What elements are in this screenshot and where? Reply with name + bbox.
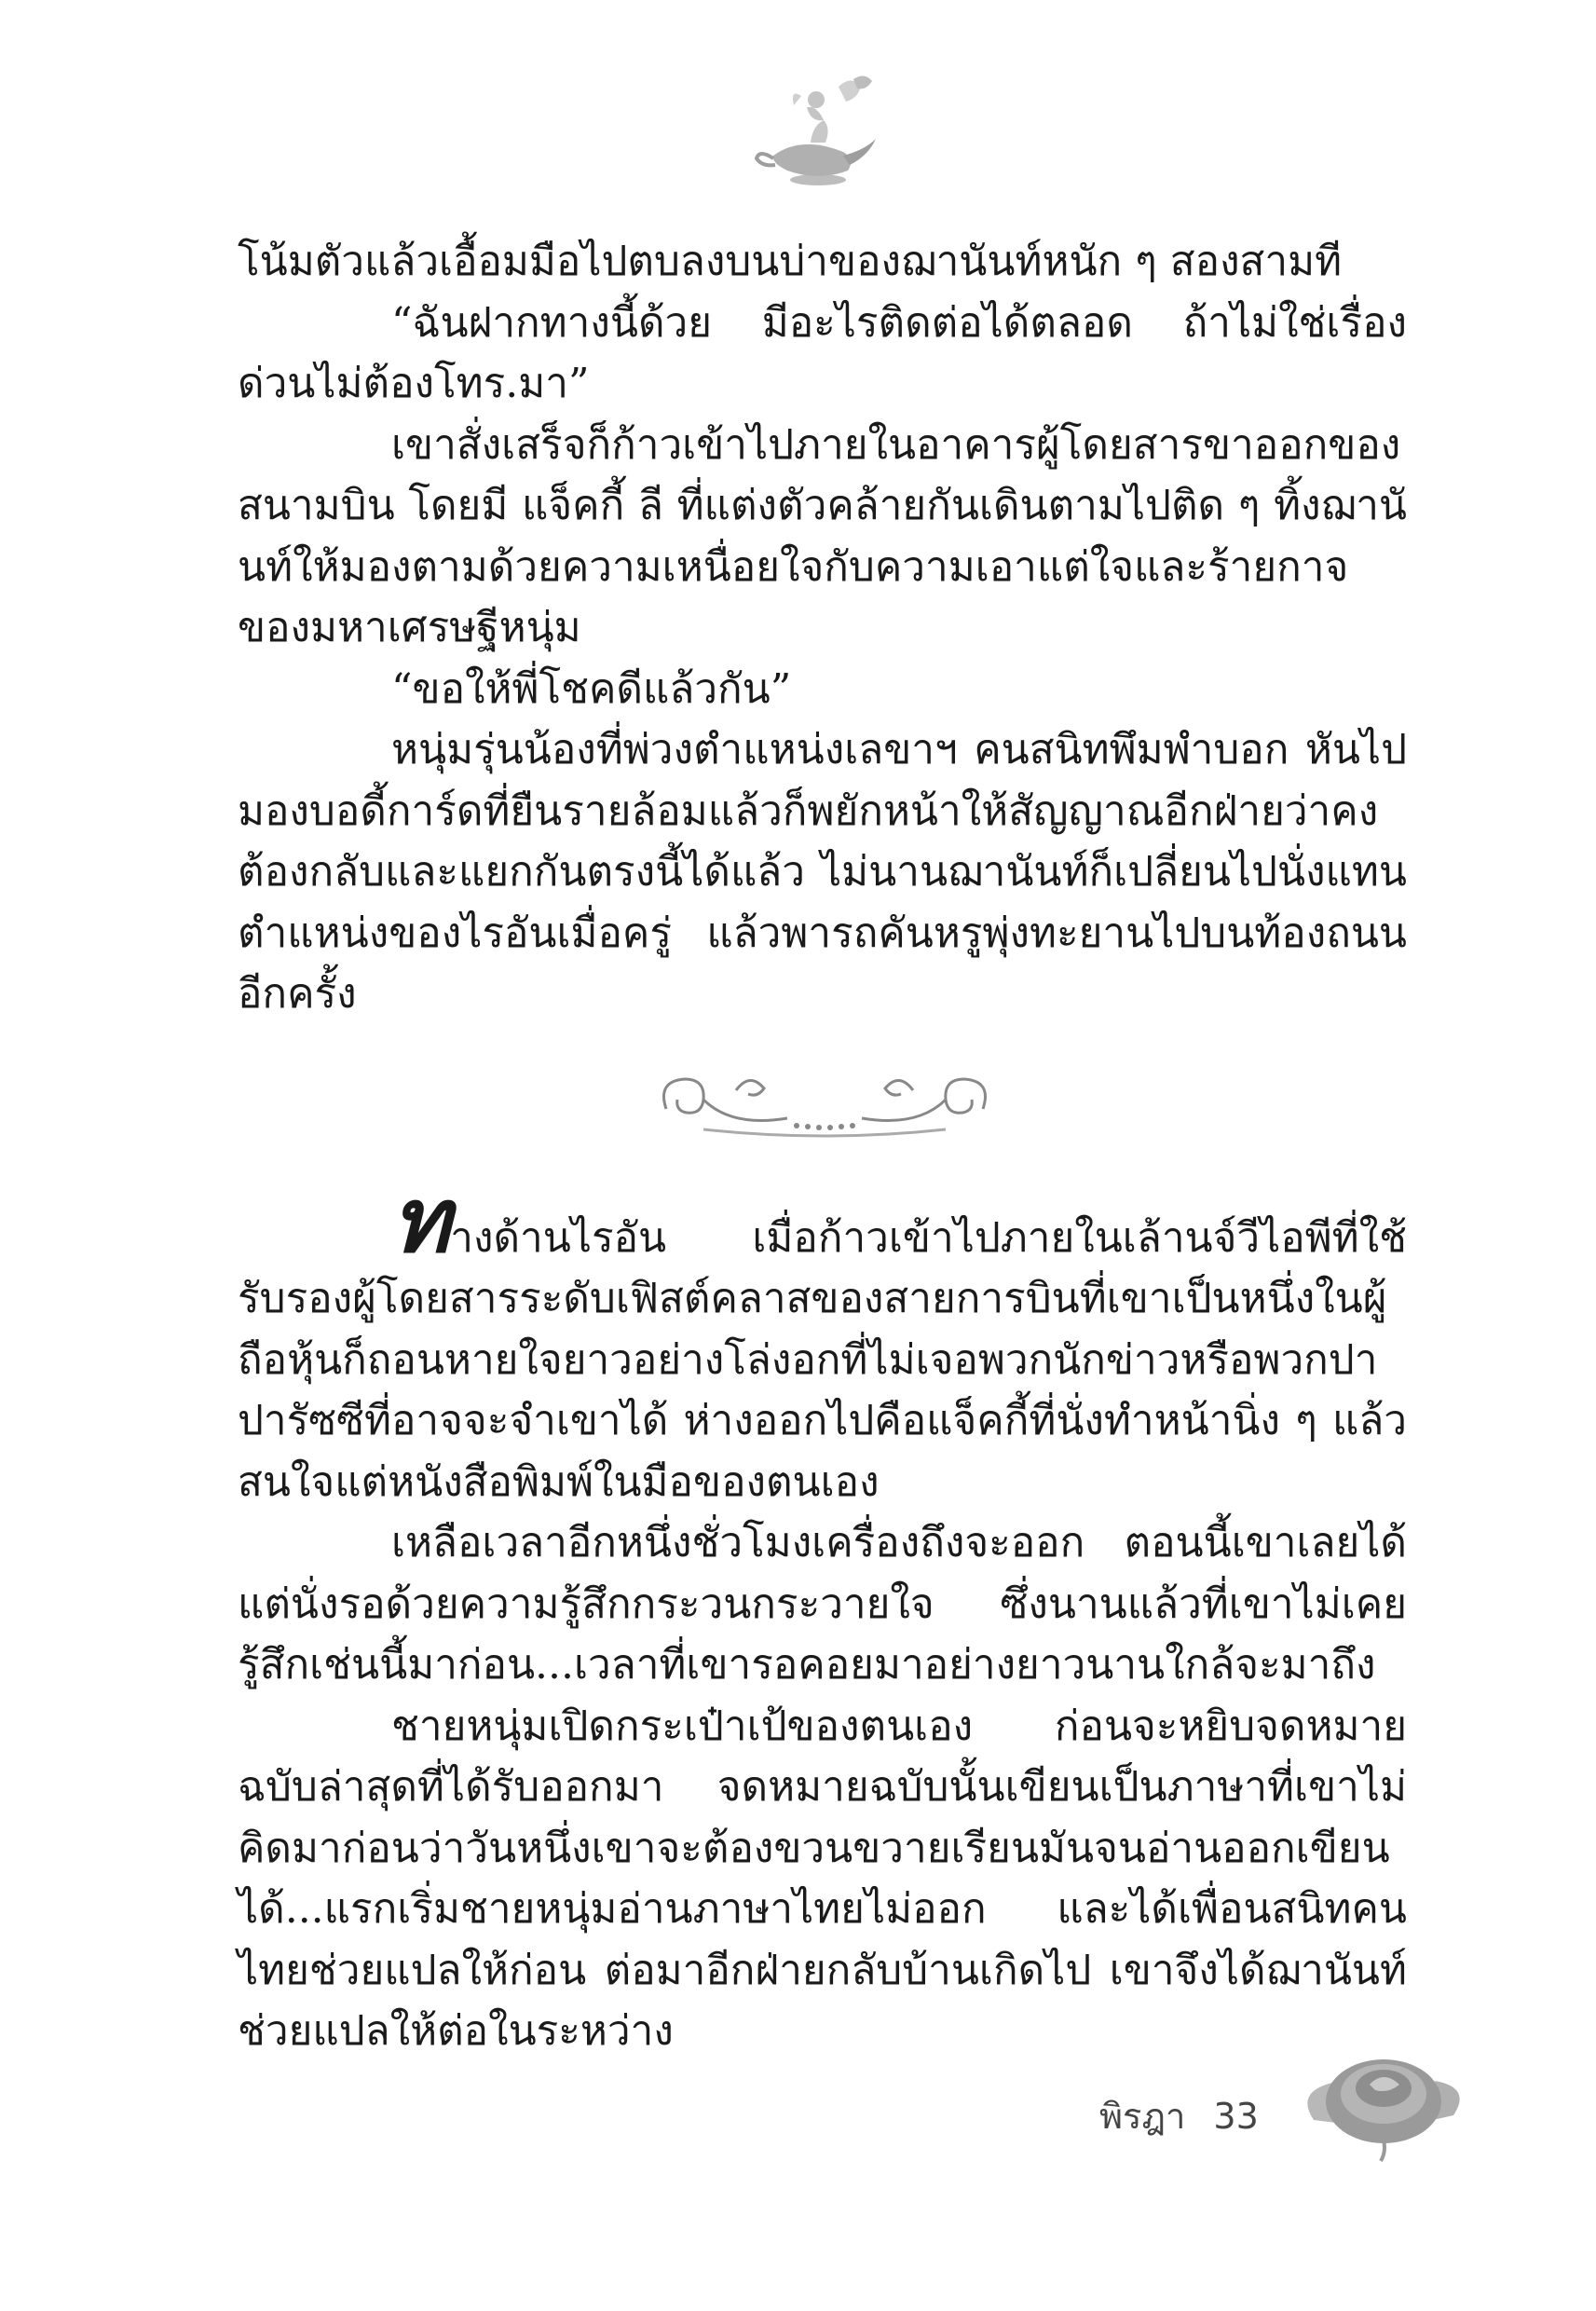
paragraph: โน้มตัวแล้วเอื้อมมือไปตบลงบนบ่าของฌานันท์หนัก ๆ สองสามที <box>238 238 1343 285</box>
section-divider <box>238 1025 1407 1208</box>
paragraph: “ฉันฝากทางนี้ด้วย มีอะไรติดต่อได้ตลอด ถ้าไม่ใช่เรื่องด่วนไม่ต้องโทร.มา” <box>238 298 1407 407</box>
paragraph: เขาสั่งเสร็จก็ก้าวเข้าไปภายในอาคารผู้โดยสารขาออกของสนามบิน โดยมี แจ็คกี้ ลี ที่แต่งตัวคล้ายกันเดินตามไปติด ๆ ทิ้งฌานันท์ให้มองตามด้วยความเหนื่อยใจกับความเอาแต่ใจและร้ายกาจของมหาเศรษฐีหนุ่ม <box>238 420 1407 651</box>
paragraph: เหลือเวลาอีกหนึ่งชั่วโมงเครื่องถึงจะออก ตอนนี้เขาเลยได้แต่นั่งรอด้วยความรู้สึกกระวนกระวายใจ ซึ่งนานแล้วที่เขาไม่เคยรู้สึกเช่นนี้มาก่อน...เวลาที่เขารอคอยมาอย่างยาวนานใกล้จะมาถึง <box>238 1519 1407 1689</box>
page-number: 33 <box>1213 2096 1259 2137</box>
book-title: พิรฎา <box>1099 2096 1186 2137</box>
paragraph: “ขอให้พี่โชคดีแล้วกัน” <box>391 664 792 713</box>
paragraph: ชายหนุ่มเปิดกระเป๋าเป้ของตนเอง ก่อนจะหยิบจดหมายฉบับล่าสุดที่ได้รับออกมา จดหมายฉบับนั้นเขียนเป็นภาษาที่เขาไม่คิดมาก่อนว่าวันหนึ่งเขาจะต้องขวนขวายเรียนมันจนอ่านออกเขียนได้...แรกเริ่มชายหนุ่มอ่านภาษาไทยไม่ออก และได้เพื่อนสนิทคนไทยช่วยแปลให้ก่อน ต่อมาอีกฝ่ายกลับบ้านเกิดไป เขาจึงได้ฌานันท์ช่วยแปลให้ต่อในระหว่าง <box>238 1702 1407 2055</box>
drop-cap: ท <box>391 1168 451 1273</box>
page-footer <box>1099 2087 1275 2144</box>
paragraph-text: างด้านไรอัน เมื่อก้าวเข้าไปภายในเล้านจ์วีไอพีที่ใช้รับรองผู้โดยสารระดับเฟิสต์คลาสของสายการบินที่เขาเป็นหนึ่งในผู้ถือหุ้นก็ถอนหายใจยาวอย่างโล่งอกที่ไม่เจอพวกนักข่าวหรือพวกปาปารัซซีที่อาจจะจำเขาได้ ห่างออกไปคือแจ็คกี้ที่นั่งทำหน้านิ่ง ๆ แล้วสนใจแต่หนังสือพิมพ์ในมือของตนเอง <box>238 1213 1407 1506</box>
paragraph: หนุ่มรุ่นน้องที่พ่วงตำแหน่งเลขาฯ คนสนิทพึมพำบอก หันไปมองบอดี้การ์ดที่ยืนรายล้อมแล้วก็พยักหน้าให้สัญญาณอีกฝ่ายว่าคงต้องกลับและแยกกันตรงนี้ได้แล้ว ไม่นานฌานันท์ก็เปลี่ยนไปนั่งแทนตำแหน่งของไรอันเมื่อครู่ แล้วพารถคันหรูพุ่งทะยานไปบนท้องถนนอีกครั้ง <box>238 726 1407 1018</box>
genie-lamp-icon <box>745 70 885 191</box>
chapter-text <box>238 231 1407 2062</box>
rose-icon <box>1295 2036 1472 2162</box>
paragraph <box>238 1168 1407 1513</box>
flourish-divider-icon <box>648 1053 1002 1156</box>
